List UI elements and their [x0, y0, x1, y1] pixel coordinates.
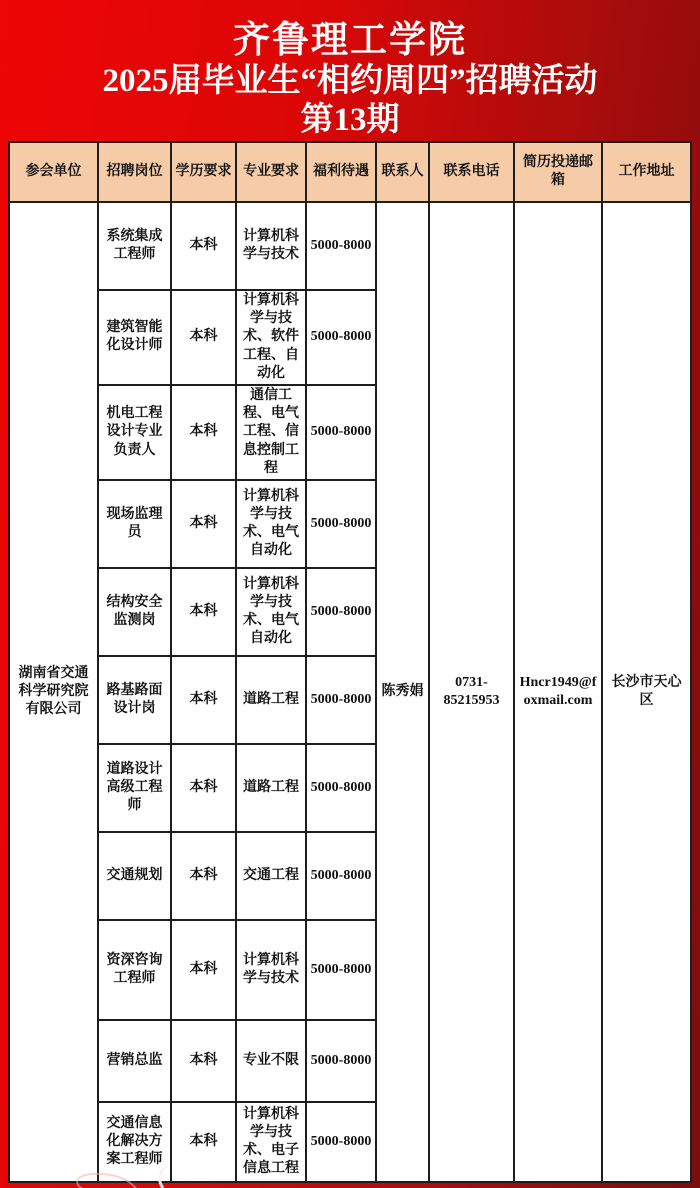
salary-cell: 5000-8000 — [306, 744, 376, 832]
position-cell: 系统集成工程师 — [98, 202, 171, 290]
position-cell: 资深咨询工程师 — [98, 920, 171, 1020]
position-cell: 机电工程设计专业负责人 — [98, 385, 171, 480]
education-cell: 本科 — [171, 568, 236, 656]
position-cell: 路基路面设计岗 — [98, 656, 171, 744]
position-cell: 交通规划 — [98, 832, 171, 920]
education-cell: 本科 — [171, 1102, 236, 1182]
position-cell: 营销总监 — [98, 1020, 171, 1102]
position-cell: 道路设计高级工程师 — [98, 744, 171, 832]
position-cell: 建筑智能化设计师 — [98, 290, 171, 385]
education-cell: 本科 — [171, 1020, 236, 1102]
major-cell: 计算机科学与技术 — [236, 920, 306, 1020]
salary-cell: 5000-8000 — [306, 1102, 376, 1182]
major-cell: 计算机科学与技术、电气自动化 — [236, 480, 306, 568]
contact-email-cell: Hncr1949@foxmail.com — [514, 202, 602, 1182]
major-cell: 交通工程 — [236, 832, 306, 920]
col-header-salary: 福利待遇 — [306, 142, 376, 202]
education-cell: 本科 — [171, 656, 236, 744]
position-cell: 现场监理员 — [98, 480, 171, 568]
major-cell: 计算机科学与技术、电气自动化 — [236, 568, 306, 656]
event-title: 2025届毕业生“相约周四”招聘活动 — [102, 63, 598, 99]
col-header-phone: 联系电话 — [429, 142, 514, 202]
col-header-contact: 联系人 — [376, 142, 429, 202]
salary-cell: 5000-8000 — [306, 385, 376, 480]
education-cell: 本科 — [171, 920, 236, 1020]
position-cell: 交通信息化解决方案工程师 — [98, 1102, 171, 1182]
event-banner — [0, 20, 700, 139]
major-cell: 通信工程、电气工程、信息控制工程 — [236, 385, 306, 480]
contact-name-cell: 陈秀娟 — [376, 202, 429, 1182]
col-header-email: 简历投递邮箱 — [514, 142, 602, 202]
major-cell: 专业不限 — [236, 1020, 306, 1102]
position-cell: 结构安全监测岗 — [98, 568, 171, 656]
table-row — [9, 202, 691, 290]
major-cell: 计算机科学与技术、电子信息工程 — [236, 1102, 306, 1182]
col-header-company: 参会单位 — [9, 142, 98, 202]
col-header-address: 工作地址 — [602, 142, 691, 202]
major-cell: 道路工程 — [236, 744, 306, 832]
salary-cell: 5000-8000 — [306, 568, 376, 656]
major-cell: 计算机科学与技术 — [236, 202, 306, 290]
salary-cell: 5000-8000 — [306, 202, 376, 290]
education-cell: 本科 — [171, 832, 236, 920]
company-cell: 湖南省交通科学研究院有限公司 — [9, 202, 98, 1182]
education-cell: 本科 — [171, 202, 236, 290]
salary-cell: 5000-8000 — [306, 290, 376, 385]
work-address-cell: 长沙市天心区 — [602, 202, 691, 1182]
col-header-education: 学历要求 — [171, 142, 236, 202]
salary-cell: 5000-8000 — [306, 1020, 376, 1102]
header-row — [9, 142, 691, 202]
school-title: 齐鲁理工学院 — [233, 20, 467, 61]
recruitment-table — [8, 141, 692, 1183]
salary-cell: 5000-8000 — [306, 656, 376, 744]
salary-cell: 5000-8000 — [306, 832, 376, 920]
col-header-position: 招聘岗位 — [98, 142, 171, 202]
education-cell: 本科 — [171, 290, 236, 385]
salary-cell: 5000-8000 — [306, 920, 376, 1020]
major-cell: 计算机科学与技术、软件工程、自动化 — [236, 290, 306, 385]
event-issue: 第13期 — [300, 102, 400, 138]
contact-phone-cell: 0731-85215953 — [429, 202, 514, 1182]
col-header-major: 专业要求 — [236, 142, 306, 202]
education-cell: 本科 — [171, 744, 236, 832]
major-cell: 道路工程 — [236, 656, 306, 744]
education-cell: 本科 — [171, 480, 236, 568]
salary-cell: 5000-8000 — [306, 480, 376, 568]
education-cell: 本科 — [171, 385, 236, 480]
